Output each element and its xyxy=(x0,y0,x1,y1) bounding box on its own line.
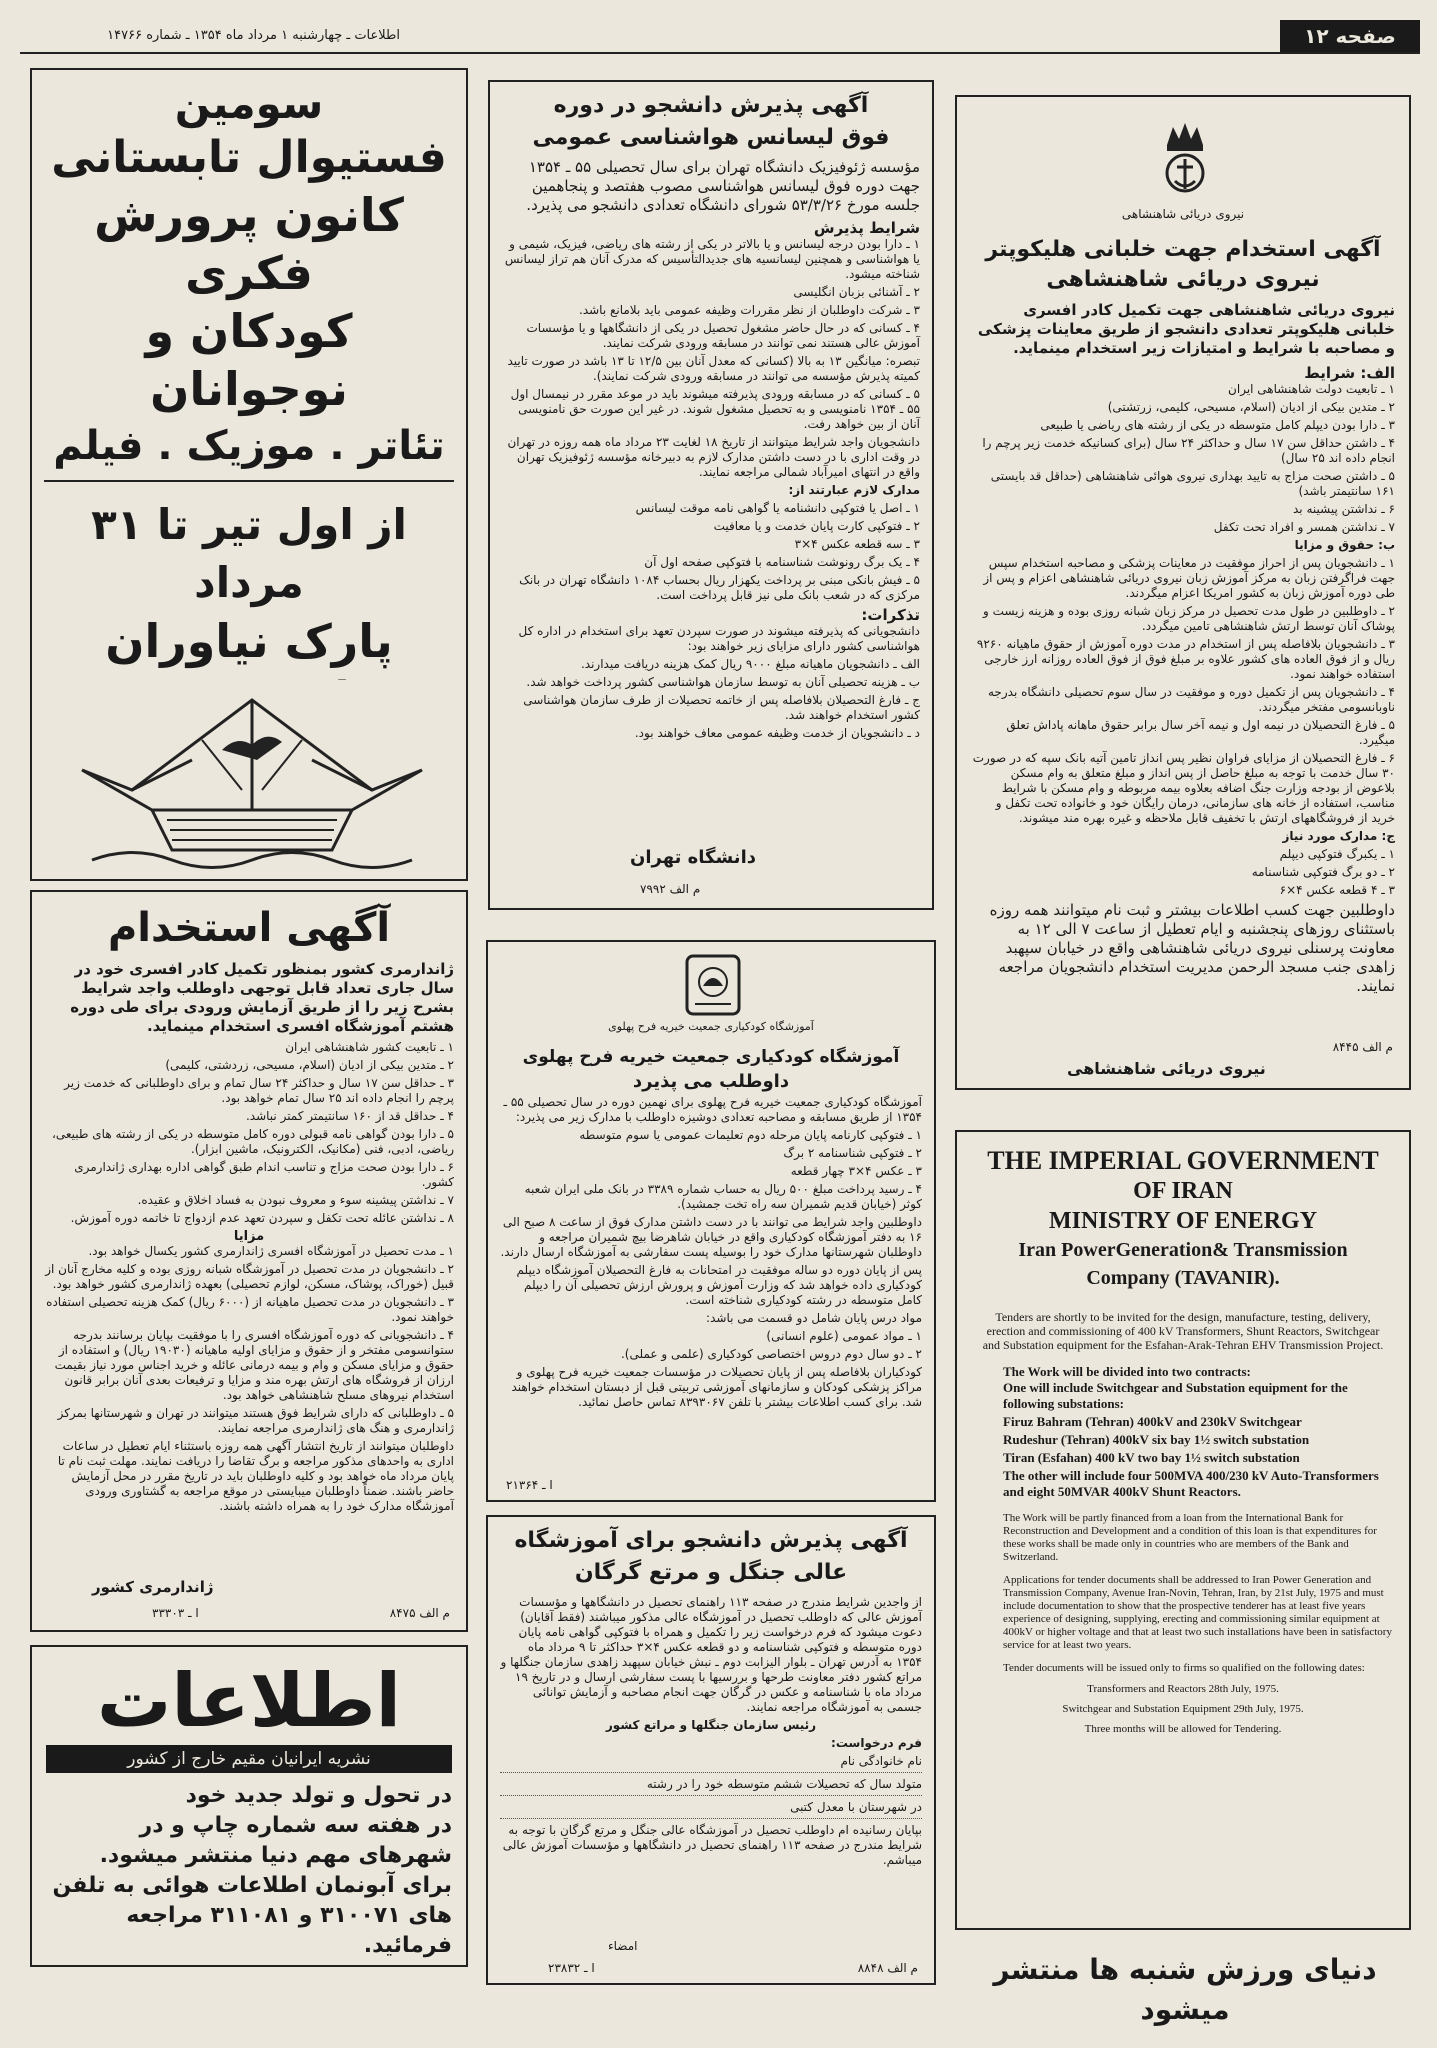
list-item: ۴ ـ داشتن حداقل سن ۱۷ سال و حداکثر ۲۴ سال (برای کسانیکه خدمت زیر پرچم را انجام داده اند ۲۵ سال) xyxy=(982,436,1395,465)
gendarmerie-benefits xyxy=(44,1244,454,1436)
navy-benefits xyxy=(971,556,1395,826)
list-item: کودکیاران بلافاصله پس از پایان تحصیلات در مؤسسات جمعیت خیریه فرح پهلوی و مراکز پزشکی کودکان و سازمانهای آموزشی تربیتی قبل از دبستان استخدام خواهند شد. برای کسب اطلاعات بیشتر با تلفن ۸۳۹۳۰۶۷ تماس حاصل نمائید. xyxy=(511,1365,922,1409)
list-item: ۳ ـ عکس ۴×۳ چهار قطعه xyxy=(790,1164,922,1178)
list-item: ۷ ـ نداشتن پیشینه سوء و معروف نبودن به فساد اخلاق و عقیده. xyxy=(137,1193,454,1207)
list-item: ۱ ـ یکبرگ فتوکپی دیپلم xyxy=(1279,847,1395,861)
tavanir-line-5: Company (TAVANIR). xyxy=(1086,1267,1280,1289)
page-number: صفحه ۱۲ xyxy=(1280,20,1420,52)
list-item: تبصره: میانگین ۱۳ به بالا (کسانی که معدل آنان بین ۱۲/۵ تا ۱۳ باشد در صورت تایید کمیته پذیرش مؤسسه می توانند در مسابقه ورودی شرکت نمایند). xyxy=(507,354,920,383)
meteo-conditions-title: شرایط پذیرش xyxy=(813,219,920,237)
list-item: ۱ ـ مواد عمومی (علوم انسانی) xyxy=(766,1329,922,1343)
tavanir-para-4: The Work will be partly financed from a loan from the International Bank for Reconstruction and Development and a condition of this loan is that expenditures for these works shall be made only in countries who are members of the Bank and Switzerland. xyxy=(1003,1512,1377,1563)
tavanir-substation-2: Rudeshur (Tehran) 400kV six bay 1½ switch substation xyxy=(1003,1432,1310,1447)
tavanir-line-3: MINISTRY OF ENERGY xyxy=(1048,1208,1318,1234)
navy-emblem-caption: نیروی دریائی شاهنشاهی xyxy=(1121,207,1245,221)
forestry-ad xyxy=(486,1515,936,1985)
kindergarten-body xyxy=(500,1215,922,1410)
list-item: ۱ ـ مدت تحصیل در آموزشگاه افسری ژاندارمری کشور یکسال خواهد بود. xyxy=(88,1244,454,1258)
festival-park: پارک نیاوران xyxy=(105,614,393,668)
kindergarten-title-2: داوطلب می پذیرد xyxy=(632,1071,790,1092)
gendarmerie-ref: م الف ۸۴۷۵ xyxy=(389,1606,450,1620)
list-item: ۵ ـ فارغ التحصیلان در نیمه اول و نیمه آخر سال برابر حقوق ماهانه پاداش تعلق میگیرد. xyxy=(1006,718,1395,747)
tavanir-date-2: Switchgear and Substation Equipment 29th July, 1975. xyxy=(1062,1703,1304,1715)
meteo-signature: دانشگاه تهران xyxy=(630,847,756,868)
forestry-ref: م الف ۸۸۴۸ xyxy=(857,1961,918,1975)
festival-org-2: کودکان و نوجوانان xyxy=(145,304,353,416)
sports-weekly-promo: دنیای ورزش شنبه ها منتشر میشود xyxy=(993,1953,1377,2026)
form-field-birth-year[interactable]: متولد سال که تحصیلات ششم متوسطه خود را در رشته xyxy=(500,1777,922,1796)
gendarmerie-benefits-title: مزایا xyxy=(233,1229,265,1244)
tavanir-para-2b: One will include Switchgear and Substation equipment for the following substations: xyxy=(1003,1380,1348,1411)
list-item: ۲ ـ داوطلبین در طول مدت تحصیل در مرکز زبان شبانه روزی بوده و هزینه زیست و پوشاک آنان توسط ارتش شاهنشاهی تامین میگردد. xyxy=(983,604,1395,633)
list-item: الف ـ دانشجویان ماهیانه مبلغ ۹۰۰۰ ریال کمک هزینه دریافت میدارند. xyxy=(580,657,920,671)
page-header xyxy=(20,20,1420,54)
list-item: ۵ ـ داشتن صحت مزاج به تایید بهداری نیروی هوائی شاهنشاهی (حداقل قد بایستی ۱۶۱ سانتیمتر باشد) xyxy=(990,469,1395,498)
list-item: پس از پایان دوره دو ساله موفقیت در امتحانات به فارغ التحصیلان آموزشگاه دیپلم کودکیاری داده خواهد شد که وزارت آموزش و پرورش ارزش تحصیلی آن را دیپلم کامل متوسطه در رشته کودکیاری شناخته است. xyxy=(516,1263,922,1307)
ettelaat-text-2: در هفته سه شماره چاپ و در شهرهای مهم دنیا منتشر میشود. xyxy=(99,1813,452,1868)
navy-ad xyxy=(955,95,1411,1090)
forestry-body: از واجدین شرایط مندرج در صفحه ۱۱۳ راهنمای تحصیل در دانشگاهها و مؤسسات آموزش عالی که داوطلب تحصیل در آموزشگاه عالی مذکور میباشند (فقط آقایان) دعوت میشود که فرم درخواست زیر را تکمیل و همراه با فتوکپی گواهی نامه پایان دوره متوسطه و فتوکپی شناسنامه و دو قطعه عکس ۴×۳ حداکثر تا ۹ مرداد ماه ۱۳۵۴ به آدرس تهران ـ بلوار الیزابت دوم ـ نبش خیابان سپهبد زاهدی سازمان جنگلها و مراتع کشور دفتر معاونت طرحها و بررسیها با پست سفارشی ارسال و در تاریخ ۱۹ مرداد ماه با شناسنامه و عکس در گرگان جهت انجام مصاحبه و آزمایش توانائی جسمی به آموزشگاه مراجعه نمایند. xyxy=(500,1595,922,1714)
list-item: ۴ ـ کسانی که در حال حاضر مشغول تحصیل در یکی از دانشگاهها و یا مؤسسات آموزش عالی هستند نمی توانند در مسابقه ورودی شرکت نمایند. xyxy=(526,321,920,350)
gendarmerie-ref-2: ا ـ ۳۳۳۰۳ xyxy=(152,1606,199,1620)
list-item: ۲ ـ آشنائی بزبان انگلیسی xyxy=(793,285,920,299)
kindergarten-docs xyxy=(500,1128,922,1212)
list-item: ۷ ـ نداشتن همسر و افراد تحت تکفل xyxy=(1213,520,1395,534)
list-item: ۶ ـ فارغ التحصیلان از مزایای فراوان نظیر پس انداز تامین آتیه بانک سپه که در صورت ۳۰ سال خدمت با توجه به مبلغ حاصل از پس انداز و مبلغ متعلق به وام مسکن بلاعوض از بودجه وزارت جنگ اضافه بعلاوه بیمه مربوطه و وام مسکن با شرایط مناسب، استفاده از خانه های سازمانی، درمان رایگان خود و خانواده تحت تکفل و خرید از فروشگاههای ارتش با تخفیف قابل ملاحظه و غیره بهره مند میشوند. xyxy=(972,751,1395,825)
list-item: ۵ ـ کسانی که در مسابقه ورودی پذیرفته میشوند باید در موعد مقرر در نیمسال اول ۵۵ ـ ۱۳۵۴ نامنویسی و به تحصیل مشغول شوند. در غیر این صورت حق نامنویسی آنان از بین خواهد رفت. xyxy=(510,387,920,431)
paper-boat-illustration xyxy=(72,680,432,870)
list-item: داوطلبین واجد شرایط می توانند با در دست داشتن مدارک فوق از ساعت ۸ صبح الی ۱۶ به دفتر آموزشگاه کودکیاری واقع در خیابان شاهرضا بیچ شمیران مراجعه و داوطلبان شهرستانها مدارک خود را بوسیله پست سفارشی به آموزشگاه ارسال دارند. xyxy=(500,1215,922,1259)
list-item: ج ـ فارغ التحصیلان بلافاصله پس از خاتمه تحصیلات از طرف سازمان هواشناسی کشور استخدام خواهند شد. xyxy=(523,693,920,722)
navy-signature: نیروی دریائی شاهنشاهی xyxy=(1067,1059,1266,1078)
festival-org-1: کانون پرورش فکری xyxy=(94,188,404,300)
festival-venue: تئاتر . موزیک . فیلم xyxy=(44,418,454,482)
tavanir-para-2a: The Work will be divided into two contracts: xyxy=(1003,1364,1251,1379)
tavanir-substation-3: Tiran (Esfahan) 400 kV two bay 1½ switch substation xyxy=(1003,1450,1300,1465)
kindergarten-intro: آموزشگاه کودکیاری جمعیت خیریه فرح پهلوی برای نهمین دوره در سال تحصیلی ۵۵ ـ ۱۳۵۴ از طریق مسابقه و مصاحبه تعدادی دوشیزه داوطلب با مدارک زیر می پذیرد: xyxy=(503,1095,922,1124)
meteo-docs xyxy=(502,501,920,603)
kindergarten-logo-caption: آموزشگاه کودکیاری جمعیت خیریه فرح پهلوی xyxy=(608,1020,814,1033)
list-item: ۲ ـ دو برگ فتوکپی شناسنامه xyxy=(1251,865,1395,879)
list-item: ۲ ـ فتوکپی شناسنامه ۲ برگ xyxy=(783,1146,922,1160)
gendarmerie-title: آگهی استخدام xyxy=(107,905,391,951)
list-item: ۲ ـ دو سال دوم دروس اختصاصی کودکیاری (علمی و عملی). xyxy=(620,1347,922,1361)
list-item: ۳ ـ دارا بودن دیپلم کامل متوسطه در یکی از رشته های ریاضی یا طبیعی xyxy=(1040,418,1395,432)
list-item: ۱ ـ اصل یا فتوکپی دانشنامه یا گواهی نامه موقت لیسانس xyxy=(635,501,920,515)
tavanir-substation-1: Firuz Bahram (Tehran) 400kV and 230kV Switchgear xyxy=(1003,1414,1302,1429)
tavanir-para-5: Applications for tender documents shall be addressed to Iran Power Generation and Transmission Company, Avenue Iran-Novin, Tehran, Iran, by 21st July, 1975 and must include documentation to show that the prospective tenderer has at least five years experience of designing, supplying, erecting and commissioning similar equipment at 400kV or higher voltage and that at least two such installations have been in satisfactory service for at least two years. xyxy=(1003,1574,1392,1651)
navy-docs-title: ج: مدارک مورد نیاز xyxy=(1282,829,1395,843)
forestry-title-1: آگهی پذیرش دانشجو برای آموزشگاه xyxy=(514,1528,908,1553)
list-item: مواد درس پایان شامل دو قسمت می باشد: xyxy=(706,1311,922,1325)
festival-dates: از اول تیر تا ۳۱ مرداد xyxy=(91,500,407,607)
list-item: د ـ دانشجویان از خدمت وظیفه عمومی معاف خواهند بود. xyxy=(634,726,920,740)
tavanir-line-1: THE IMPERIAL GOVERNMENT xyxy=(987,1146,1379,1175)
meteo-conditions xyxy=(502,237,920,480)
list-item: ۶ ـ نداشتن پیشینه بد xyxy=(1293,502,1395,516)
list-item: ۲ ـ دانشجویان در مدت تحصیل در آموزشگاه شبانه روزی بوده و کلیه مخارج آنان از قبیل (خوراک، پوشاک، مسکن، لوازم تحصیلی) بعهده ژاندارمری کشور خواهد بود. xyxy=(45,1262,454,1291)
list-item: ۵ ـ داوطلبانی که دارای شرایط فوق هستند میتوانند در تهران و شهرستانها بمرکز ژاندارمری و هنگ های ژاندارمری مراجعه نمایند. xyxy=(57,1406,454,1435)
list-item: ۴ ـ دانشجویانی که دوره آموزشگاه افسری را با موفقیت بپایان برسانند بدرجه ستوانسومی مفتخر و از حقوق و مزایای اولیه ماهیانه (۱۹۰۳۰ ریال) و استفاده از حقوق و مزایای مسکن و وام و بیمه درمانی عائله و خرید اجناس مورد نیاز بقیمت ارزان از فروشگاه های ارتش بهره مند و مزایا و ترفیعات بعدی آنان برابر قانون استخدام نیروهای مسلح شاهنشاهی خواهد بود. xyxy=(54,1328,454,1402)
imperial-crown-emblem-icon xyxy=(1155,119,1215,199)
list-item: ب ـ هزینه تحصیلی آنان به توسط سازمان هواشناسی کشور پرداخت خواهد شد. xyxy=(526,675,920,689)
list-item: ۴ ـ رسید پرداخت مبلغ ۵۰۰ ریال به حساب شماره ۳۳۸۹ در بانک ملی ایران شعبه کوثر (خیابان قدیم شمیران سه راه تخت جمشید). xyxy=(524,1182,922,1211)
tavanir-line-2: OF IRAN xyxy=(1133,1178,1233,1204)
tavanir-date-1: Transformers and Reactors 28th July, 1975. xyxy=(1087,1683,1279,1695)
forestry-ref-2: ا ـ ۲۳۸۳۲ xyxy=(548,1961,595,1975)
ettelaat-text-3: برای آبونمان اطلاعات هوائی به تلفن های ۳۱۰۰۷۱ و ۳۱۱۰۸۱ مراجعه فرمائید. xyxy=(52,1873,452,1958)
list-item: ۵ ـ دارا بودن گواهی نامه قبولی دوره کامل متوسطه در یکی از رشته های طبیعی، ریاضی، ادبی، فنی (مکانیک، الکترونیک، ماشین ابزار). xyxy=(52,1127,454,1156)
list-item: دانشجویان واجد شرایط میتوانند از تاریخ ۱۸ لغایت ۲۳ مرداد ماه همه روزه در تهران در وقت اداری با در دست داشتن مدارک لازم به دبیرخانه مؤسسه ژئوفیزیک تهران واقع در انتهای امیرآباد شمالی مراجعه نمایند. xyxy=(507,435,920,479)
kindergarten-title-1: آموزشگاه کودکیاری جمعیت خیریه فرح پهلوی xyxy=(522,1047,900,1067)
meteo-title-2: فوق لیسانس هواشناسی عمومی xyxy=(532,125,890,150)
list-item: ۴ ـ حداقل قد از ۱۶۰ سانتیمتر کمتر نباشد. xyxy=(245,1109,454,1123)
forestry-signature: رئیس سازمان جنگلها و مراتع کشور xyxy=(605,1718,817,1732)
issue-line: اطلاعات ـ چهارشنبه ۱ مرداد ماه ۱۳۵۴ ـ شماره ۱۴۷۶۶ xyxy=(107,28,400,43)
tavanir-para-3: The other will include four 500MVA 400/230 kV Auto-Transformers and eight 50MVAR 400kV Shunt Reactors. xyxy=(1003,1468,1379,1499)
navy-title-2: نیروی دریائی شاهنشاهی xyxy=(1046,267,1320,292)
gendarmerie-intro: ژاندارمری کشور بمنظور تکمیل کادر افسری خود در سال جاری تعداد قابل توجهی داوطلب واجد شرایط بشرح زیر را از طریق آزمایش ورودی برای طی دوره هشتم آموزشگاه افسری استخدام مینماید. xyxy=(70,960,454,1035)
forestry-title-2: عالی جنگل و مرتع گرگان xyxy=(574,1560,848,1585)
list-item: ۳ ـ دانشجویان بلافاصله پس از استخدام در مدت دوره آموزش از حقوق ماهیانه ۹۲۶۰ ریال و از فوق العاده های کشور علاوه بر مبلغ فوق از فوق العاده روزانه ارز خارجی استفاده خواهند نمود. xyxy=(976,637,1395,681)
ettelaat-text-1: در تحول و تولد جدید خود xyxy=(185,1783,452,1808)
list-item: ۲ ـ متدین بیکی از ادیان (اسلام، مسیحی، کلیمی، زرتشتی) xyxy=(1107,400,1395,414)
ettelaat-logo: اطلاعات xyxy=(97,1658,401,1744)
list-item: دانشجویانی که پذیرفته میشوند در صورت سپردن تعهد برای استخدام در اداره کل هواشناسی کشور دارای مزایای زیر خواهند بود: xyxy=(518,624,920,653)
tavanir-date-3: Three months will be allowed for Tendering. xyxy=(1084,1723,1282,1735)
list-item: ۴ ـ یک برگ رونوشت شناسنامه با فتوکپی صفحه اول آن xyxy=(644,555,920,569)
form-field-name[interactable]: نام خانوادگی نام xyxy=(500,1754,922,1773)
list-item: ۳ ـ سه قطعه عکس ۴×۳ xyxy=(794,537,920,551)
form-field-city[interactable]: در شهرستان با معدل کتبی xyxy=(500,1800,922,1819)
list-item: ۳ ـ ۴ قطعه عکس ۴×۶ xyxy=(1279,883,1395,897)
ettelaat-ad xyxy=(30,1645,468,1967)
list-item: ۸ ـ نداشتن عائله تحت تکفل و سپردن تعهد عدم ازدواج تا خاتمه دوره آموزش. xyxy=(70,1211,454,1225)
navy-benefits-title: ب: حقوق و مزایا xyxy=(1294,538,1395,552)
festival-ad xyxy=(30,68,468,881)
festival-title-2: فستیوال تابستانی xyxy=(51,132,447,183)
tavanir-para-6: Tender documents will be issued only to firms so qualified on the following dates: xyxy=(1003,1662,1365,1674)
list-item: ۳ ـ شرکت داوطلبان از نظر مقررات وظیفه عمومی باید بلامانع باشد. xyxy=(579,303,920,317)
list-item: ۴ ـ دانشجویان پس از تکمیل دوره و موفقیت در سال سوم تحصیلی دانشگاه بدرجه ناوبانسومی مفتخر میگردند. xyxy=(988,685,1395,714)
list-item: ۲ ـ فتوکپی کارت پایان خدمت و یا معافیت xyxy=(713,519,920,533)
list-item: ۲ ـ متدین بیکی از ادیان (اسلام، مسیحی، زردشتی، کلیمی) xyxy=(165,1058,454,1072)
navy-docs xyxy=(971,847,1395,898)
meteorology-ad xyxy=(488,80,934,910)
gendarmerie-signature: ژاندارمری کشور xyxy=(92,1578,214,1596)
kindergarten-ad xyxy=(486,940,936,1502)
tavanir-line-4: Iran PowerGeneration& Transmission xyxy=(1018,1239,1348,1261)
meteo-docs-title: مدارک لازم عبارتند از: xyxy=(788,483,920,497)
meteo-intro: مؤسسه ژئوفیزیک دانشگاه تهران برای سال تحصیلی ۵۵ ـ ۱۳۵۴ جهت دوره فوق لیسانس هواشناسی مصوب هفتصد و پنجاهمین جلسه مورخ ۵۳/۳/۲۶ شورای دانشگاه تعدادی دانشجو می پذیرد. xyxy=(526,158,920,214)
gendarmerie-conditions xyxy=(44,1040,454,1226)
navy-contact: داوطلبین جهت کسب اطلاعات بیشتر و ثبت نام میتوانند همه روزه باستثنای روزهای پنجشنبه و ایام تعطیل از ساعت ۷ الی ۱۲ به معاونت پرسنلی نیروی دریائی شاهنشاهی واقع در خیابان سپهبد زاهدی جنب مسجد الرحمن مدیریت استخدام دانشجویان مراجعه نمایند. xyxy=(989,901,1395,995)
list-item: ۳ ـ دانشجویان در مدت تحصیل ماهیانه از (۶۰۰۰ ریال) کمک هزینه تحصیلی استفاده خواهند نمود. xyxy=(46,1295,454,1324)
forestry-form-title: فرم درخواست: xyxy=(831,1736,922,1750)
meteo-title-1: آگهی پذیرش دانشجو در دوره xyxy=(553,93,869,118)
ettelaat-subtitle: نشریه ایرانیان مقیم خارج از کشور xyxy=(46,1745,452,1773)
meteo-ref: م الف ۷۹۹۲ xyxy=(640,882,701,896)
kindergarten-ref: ا ـ ۲۱۳۶۴ xyxy=(506,1478,553,1492)
navy-ref: م الف ۸۴۴۵ xyxy=(1332,1040,1393,1054)
list-item: ۱ ـ دارا بودن درجه لیسانس و یا بالاتر در یکی از رشته های ریاضی، فیزیک، شیمی و یا هواشناسی و همچنین لیسانسیه های جدیدالتأسیس که مدرک آنان هم تراز لیسانس شناخته میشود. xyxy=(504,237,920,281)
festival-title-1: سومین xyxy=(174,79,324,128)
navy-conditions xyxy=(971,382,1395,535)
tavanir-tender-notice xyxy=(955,1130,1411,1930)
gendarmerie-contact: داوطلبان میتوانند از تاریخ انتشار آگهی همه روزه باستثناء ایام تعطیل در ساعات اداری به واحدهای مذکور مراجعه و برگ تقاضا را دریافت نمایند. مهلت ثبت نام تا پایان مرداد ماه خواهد بود و کلیه داوطلبان باید در تاریخ مقرر در محل آزمایش حاضر باشند. ضمناً داوطلبان میبایستی در موقع مراجعه به گشتاوری ورودی آموزشگاه مدارک خود را به همراه داشته باشند. xyxy=(57,1439,454,1513)
list-item: ۶ ـ دارا بودن صحت مزاج و تناسب اندام طبق گواهی اداره بهداری ژاندارمری کشور. xyxy=(74,1160,454,1189)
form-declaration: بپایان رسانیده ام داوطلب تحصیل در آموزشگاه عالی جنگل و مرتع گرگان با توجه به شرایط مندرج در صفحه ۱۱۳ راهنمای تحصیل در دانشگاهها و مؤسسات آموزش عالی میباشم. xyxy=(502,1823,922,1867)
navy-intro: نیروی دریائی شاهنشاهی جهت تکمیل کادر افسری خلبانی هلیکوپتر تعدادی دانشجو از طریق معاینات پزشکی و مصاحبه با شرایط و امتیازات زیر استخدام مینماید. xyxy=(977,301,1395,357)
meteo-notes-title: تذکرات: xyxy=(861,606,920,624)
list-item: ۱ ـ دانشجویان پس از احراز موفقیت در معاینات پزشکی و مصاحبه استخدام سپس جهت فراگرفتن زبان به مرکز آموزش زبان نیروی دریائی شاهنشاهی اعزام و پس از طی دوره آموزش زبان به کشور امریکا اعزام میگردند. xyxy=(983,556,1395,600)
list-item: ۱ ـ تابعیت دولت شاهنشاهی ایران xyxy=(1228,382,1395,396)
list-item: ۳ ـ حداقل سن ۱۷ سال و حداکثر ۲۴ سال تمام و برای داوطلبانی که خدمت زیر پرچم را انجام داده اند ۲۵ سال تمام خواهد بود. xyxy=(64,1076,454,1105)
navy-cond-title: الف: شرایط xyxy=(1304,364,1395,382)
gendarmerie-ad xyxy=(30,890,468,1632)
list-item: ۱ ـ تابعیت کشور شاهنشاهی ایران xyxy=(285,1040,454,1054)
navy-title-1: آگهی استخدام جهت خلبانی هلیکوپتر xyxy=(985,237,1381,262)
list-item: ۱ ـ فتوکپی کارنامه پایان مرحله دوم تعلیمات عمومی یا سوم متوسطه xyxy=(579,1128,922,1142)
tavanir-para-1: Tenders are shortly to be invited for the design, manufacture, testing, delivery, erection and commissioning of 400 kV Transformers, Shunt Reactors, Switchgear and Substation equipment for the Esfahan-Arak-Tehran EHV Transmission Project. xyxy=(982,1310,1384,1352)
charity-logo-icon xyxy=(683,952,743,1018)
form-signature-field[interactable]: امضاء xyxy=(608,1939,638,1953)
meteo-notes xyxy=(502,624,920,741)
list-item: ۵ ـ فیش بانکی مبنی بر پرداخت یکهزار ریال بحساب ۱۰۸۴ دانشگاه تهران در بانک مرکزی که در شعب بانک ملی نیز قابل پرداخت است. xyxy=(519,573,920,602)
